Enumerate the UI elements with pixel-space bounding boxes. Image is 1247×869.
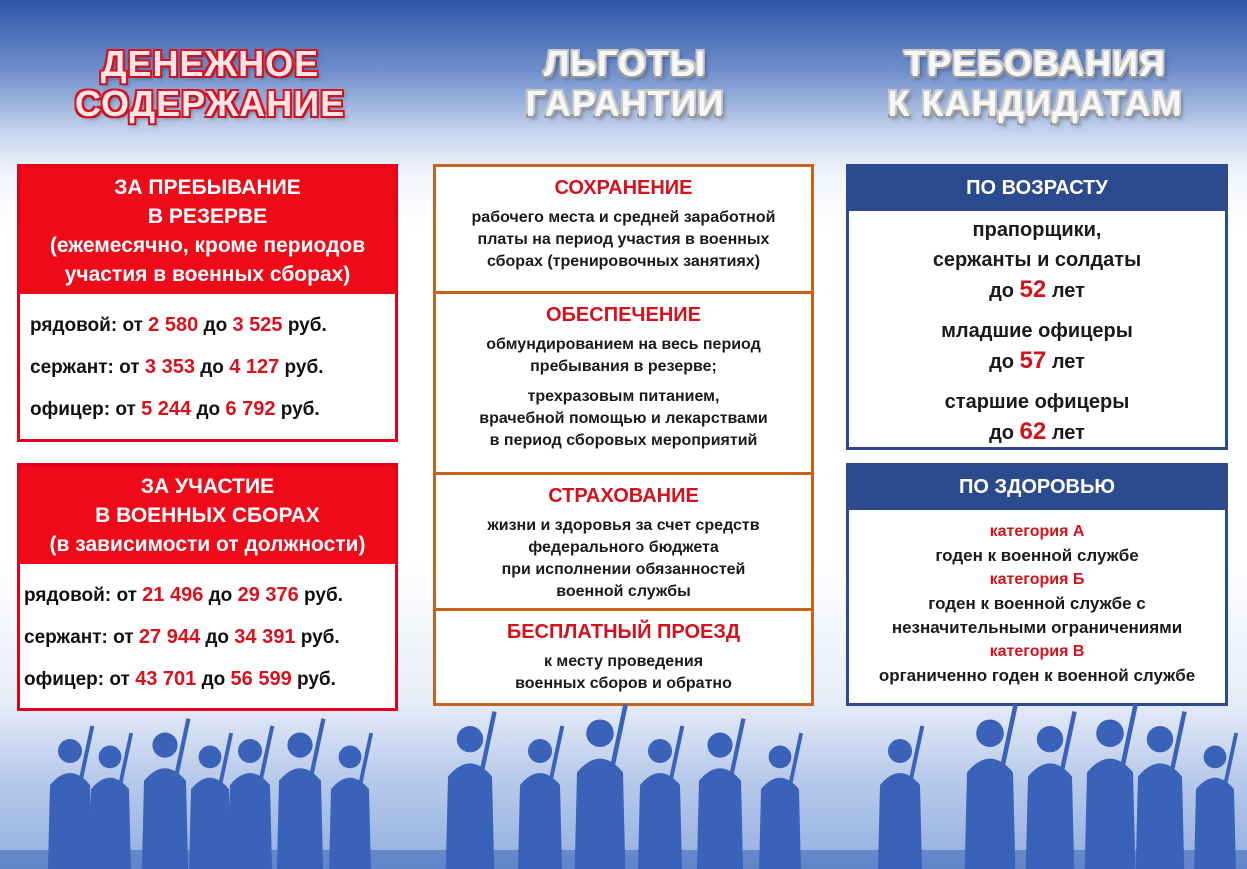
benefit-section xyxy=(436,167,811,294)
health-description: годен к военной службе xyxy=(935,546,1139,565)
heading-line: ЛЬГОТЫ xyxy=(543,43,707,84)
age-value: 52 xyxy=(1019,276,1047,303)
to-label: до xyxy=(203,315,228,336)
currency-label: руб. xyxy=(280,399,320,420)
benefit-line: врачебной помощью и лекарствами xyxy=(479,410,768,427)
health-requirements-body xyxy=(849,510,1225,688)
heading-benefits xyxy=(440,44,810,124)
reserve-pay-rows xyxy=(20,294,395,430)
pay-min: 5 244 xyxy=(141,398,192,420)
benefit-paragraph xyxy=(436,515,811,603)
age-group-line: младшие офицеры xyxy=(941,320,1133,342)
health-description: незначительными ограничениями xyxy=(891,618,1183,637)
pay-row xyxy=(24,658,387,700)
age-prefix: до xyxy=(989,351,1014,373)
age-requirements-panel xyxy=(846,164,1228,450)
heading-requirements xyxy=(840,44,1230,124)
soldier-silhouette xyxy=(277,718,326,869)
pay-row xyxy=(30,388,387,430)
age-suffix: лет xyxy=(1051,422,1085,444)
header-line: (в зависимости от должности) xyxy=(49,533,366,556)
pay-max: 56 599 xyxy=(230,668,292,690)
header-line: (ежемесячно, кроме периодов xyxy=(49,234,366,257)
to-label: до xyxy=(208,585,233,606)
age-requirements-body xyxy=(849,211,1225,448)
age-suffix: лет xyxy=(1051,280,1085,302)
benefit-paragraph xyxy=(436,207,811,273)
training-pay-rows xyxy=(20,564,395,700)
pay-min: 2 580 xyxy=(148,314,199,336)
age-prefix: до xyxy=(989,280,1014,302)
to-label: до xyxy=(196,399,221,420)
age-prefix: до xyxy=(989,422,1014,444)
age-group-line: старшие офицеры xyxy=(944,391,1130,413)
age-value: 62 xyxy=(1019,418,1047,445)
benefit-line: платы на период участия в военных xyxy=(477,231,770,248)
benefit-line: жизни и здоровья за счет средств xyxy=(487,517,760,534)
soldier-silhouette xyxy=(518,725,564,869)
soldier-silhouette xyxy=(1194,733,1238,869)
pay-min: 21 496 xyxy=(142,584,204,606)
benefit-title: СТРАХОВАНИЕ xyxy=(548,485,699,507)
benefit-line: рабочего места и средней заработной xyxy=(471,209,776,226)
reserve-pay-panel xyxy=(17,164,398,442)
age-limit xyxy=(849,346,1225,377)
health-requirements-panel xyxy=(846,463,1228,706)
age-group-line: сержанты и солдаты xyxy=(932,249,1142,271)
pay-max: 6 792 xyxy=(225,398,276,420)
benefit-paragraph xyxy=(436,651,811,695)
soldier-silhouette xyxy=(965,704,1018,869)
soldier-silhouette xyxy=(329,733,373,869)
benefit-section xyxy=(436,475,811,611)
soldier-silhouette xyxy=(638,725,684,869)
soldier-silhouettes xyxy=(0,700,1247,869)
soldier-silhouette xyxy=(878,725,924,869)
header-line: ЗА ПРЕБЫВАНИЕ xyxy=(114,176,301,199)
heading-line: ТРЕБОВАНИЯ xyxy=(904,43,1166,84)
to-label: до xyxy=(200,357,224,378)
benefit-line: военной службы xyxy=(556,583,691,600)
benefit-line: сборах (тренировочных занятиях) xyxy=(486,253,761,270)
currency-label: руб. xyxy=(287,315,327,336)
soldier-silhouette xyxy=(697,718,746,869)
soldier-silhouette xyxy=(1136,711,1187,869)
benefit-line: обмундированием на весь период xyxy=(486,336,761,353)
soldier-silhouette xyxy=(1026,711,1077,869)
heading-cash-allowance xyxy=(30,44,390,124)
from-label: от xyxy=(122,315,143,336)
pay-row xyxy=(24,616,387,658)
pay-max: 4 127 xyxy=(229,356,280,378)
reserve-pay-header xyxy=(20,167,395,294)
training-pay-header xyxy=(20,466,395,564)
benefit-line: к месту проведения xyxy=(543,653,704,670)
soldier-silhouette xyxy=(89,733,133,869)
pay-min: 27 944 xyxy=(138,626,201,648)
header-line: ЗА УЧАСТИЕ xyxy=(140,475,275,498)
from-label: от xyxy=(109,669,130,690)
age-limit xyxy=(849,417,1225,448)
benefits-panel xyxy=(433,164,814,706)
benefit-section xyxy=(436,294,811,475)
rank-label: офицер: xyxy=(30,399,111,420)
from-label: от xyxy=(115,399,136,420)
health-category: категория А xyxy=(989,523,1085,540)
benefit-line: федерального бюджета xyxy=(528,539,719,556)
age-suffix: лет xyxy=(1051,351,1085,373)
soldier-silhouette xyxy=(189,733,233,869)
soldier-silhouette xyxy=(575,704,628,869)
pay-row xyxy=(24,574,387,616)
heading-line: К КАНДИДАТАМ xyxy=(887,83,1183,124)
ground-strip xyxy=(0,850,1247,869)
age-limit xyxy=(849,275,1225,306)
pay-min: 3 353 xyxy=(144,356,195,378)
header-line: В РЕЗЕРВЕ xyxy=(147,205,268,228)
training-pay-panel xyxy=(17,463,398,711)
benefit-section xyxy=(436,611,811,703)
from-label: от xyxy=(119,357,140,378)
soldier-silhouette xyxy=(1085,704,1138,869)
from-label: от xyxy=(116,585,137,606)
currency-label: руб. xyxy=(296,669,336,690)
currency-label: руб. xyxy=(304,585,343,606)
rank-label: сержант: xyxy=(30,357,114,378)
soldier-silhouette xyxy=(142,718,191,869)
currency-label: руб. xyxy=(284,357,324,378)
to-label: до xyxy=(205,627,230,648)
benefit-paragraph xyxy=(436,334,811,378)
header-line: участия в военных сборах) xyxy=(64,263,351,286)
health-requirements-header: ПО ЗДОРОВЬЮ xyxy=(849,466,1225,510)
pay-max: 29 376 xyxy=(237,584,299,606)
heading-line: СОДЕРЖАНИЕ xyxy=(74,83,346,124)
health-category: категория Б xyxy=(989,571,1085,588)
age-value: 57 xyxy=(1019,347,1047,374)
heading-line: ГАРАНТИИ xyxy=(525,83,725,124)
heading-line: ДЕНЕЖНОЕ xyxy=(100,43,320,84)
benefit-line: военных сборов и обратно xyxy=(515,675,732,692)
soldier-silhouette xyxy=(48,725,94,869)
soldier-silhouette xyxy=(446,711,497,869)
soldier-silhouette xyxy=(228,725,274,869)
benefit-title: СОХРАНЕНИЕ xyxy=(554,177,693,199)
pay-row xyxy=(30,346,387,388)
currency-label: руб. xyxy=(300,627,340,648)
benefit-title: ОБЕСПЕЧЕНИЕ xyxy=(546,304,701,326)
health-category: категория В xyxy=(989,643,1085,660)
rank-label: рядовой: xyxy=(24,585,112,606)
benefit-line: трехразовым питанием, xyxy=(527,388,720,405)
health-description: годен к военной службе с xyxy=(928,594,1146,613)
pay-max: 3 525 xyxy=(232,314,283,336)
rank-label: сержант: xyxy=(24,627,108,648)
header-line: В ВОЕННЫХ СБОРАХ xyxy=(95,504,320,527)
pay-min: 43 701 xyxy=(135,668,197,690)
age-group-line: прапорщики, xyxy=(972,219,1102,241)
from-label: от xyxy=(113,627,134,648)
pay-row xyxy=(30,304,387,346)
benefit-paragraph xyxy=(436,386,811,452)
benefit-line: пребывания в резерве; xyxy=(530,358,717,375)
age-requirements-header: ПО ВОЗРАСТУ xyxy=(849,167,1225,211)
to-label: до xyxy=(201,669,226,690)
pay-max: 34 391 xyxy=(234,626,296,648)
rank-label: офицер: xyxy=(24,669,105,690)
health-description: органиченно годен к военной службе xyxy=(878,666,1196,685)
benefit-line: в период сборовых мероприятий xyxy=(489,432,758,449)
benefit-line: при исполнении обязанностей xyxy=(501,561,746,578)
soldier-silhouette xyxy=(759,733,803,869)
benefit-title: БЕСПЛАТНЫЙ ПРОЕЗД xyxy=(506,621,741,643)
rank-label: рядовой: xyxy=(30,315,118,336)
